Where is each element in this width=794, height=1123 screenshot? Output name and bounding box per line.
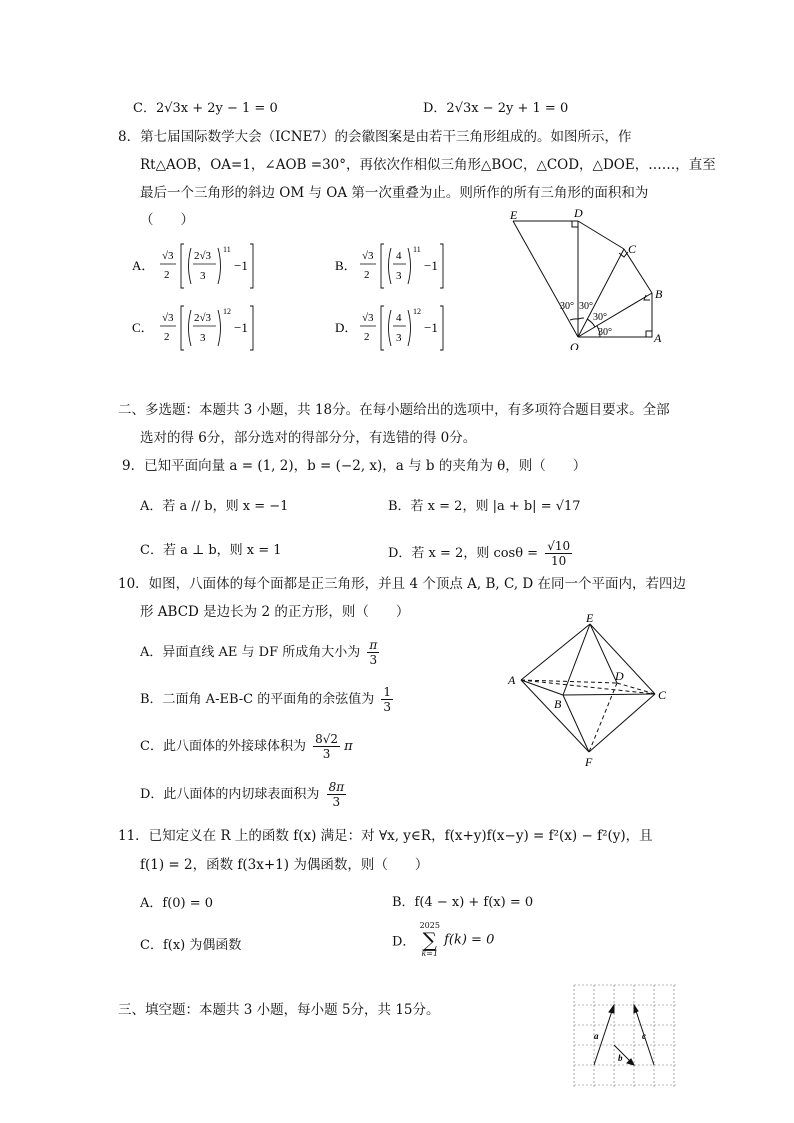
svg-text:B．: B． bbox=[335, 258, 357, 273]
q10-option-d-text: D．此八面体的内切球表面积为 bbox=[140, 787, 320, 802]
q7-option-c: C．2√3x + 2y − 1 = 0 bbox=[133, 101, 278, 116]
q10-option-d-num: 8π bbox=[328, 780, 345, 794]
svg-text:4: 4 bbox=[396, 312, 402, 324]
q10-option-d bbox=[140, 780, 346, 809]
q10-option-a-text: A．异面直线 AE 与 DF 所成角大小为 bbox=[140, 645, 361, 660]
svg-text:√3: √3 bbox=[162, 250, 174, 262]
svg-text:−1: −1 bbox=[234, 258, 248, 273]
svg-text:12: 12 bbox=[413, 307, 421, 316]
svg-text:3: 3 bbox=[396, 332, 402, 344]
q10-option-c bbox=[140, 732, 353, 761]
q11-option-d bbox=[392, 922, 494, 958]
q11-option-d-label: D． bbox=[392, 934, 416, 950]
q9-option-d-den: 10 bbox=[551, 554, 567, 568]
q8-option-d bbox=[335, 306, 443, 350]
label-d: D bbox=[615, 669, 624, 683]
label-d: D bbox=[574, 206, 583, 220]
svg-text:3: 3 bbox=[200, 332, 206, 344]
q8-stem-line3: 最后一个三角形的斜边 OM 与 OA 第一次重叠为止。则所作的所有三角形的面积和为 bbox=[140, 185, 649, 201]
section2-line1: 二、多选题：本题共 3 小题，共 18分。在每小题给出的选项中，有多项符合题目要求。全部 bbox=[118, 402, 670, 418]
svg-text:3: 3 bbox=[396, 270, 402, 282]
svg-text:D．: D． bbox=[335, 320, 358, 335]
q9-stem: 9．已知平面向量 a = (1, 2)，b = (−2, x)，a 与 b 的夹角为 θ，则（ ） bbox=[122, 458, 587, 474]
q8-stem-line2: Rt△AOB，OA=1，∠AOB =30°，再依次作相似三角形△BOC，△COD，△DOE，……，直至 bbox=[140, 157, 716, 173]
svg-text:2√3: 2√3 bbox=[194, 312, 212, 324]
q11-option-a: A．f(0) = 0 bbox=[140, 896, 214, 911]
q10-option-a-den: 3 bbox=[369, 653, 378, 667]
q11-option-d-expr: f(k) = 0 bbox=[444, 932, 495, 948]
q9-option-d-num: √10 bbox=[547, 539, 571, 553]
q9-option-b: B．若 x = 2，则 |a + b| = √17 bbox=[388, 499, 581, 514]
q9-option-a: A．若 a // b，则 x = −1 bbox=[140, 499, 289, 514]
section2-line2: 选对的得 6分，部分选对的得部分分，有选错的得 0分。 bbox=[140, 430, 477, 446]
svg-text:2: 2 bbox=[364, 269, 370, 281]
q10-option-a bbox=[140, 638, 379, 667]
q11-option-c: C．f(x) 为偶函数 bbox=[140, 938, 242, 953]
grid-vector-figure bbox=[572, 983, 680, 1091]
q11-sum-lower: k=1 bbox=[421, 949, 439, 958]
q10-option-b-num: 1 bbox=[383, 685, 392, 699]
q10-octahedron-figure bbox=[505, 610, 675, 770]
q11-sum-upper: 2025 bbox=[419, 921, 440, 930]
q8-paren: （ ） bbox=[140, 212, 194, 228]
q10-stem-line1: 10．如图，八面体的每个面都是正三角形，并且 4 个顶点 A, B, C, D 在同一个平面内，若四边 bbox=[118, 576, 687, 592]
q10-option-c-den: 3 bbox=[322, 747, 331, 761]
label-b: B bbox=[655, 287, 663, 301]
angle-label-2: 30° bbox=[593, 312, 607, 323]
q8-option-c bbox=[132, 306, 253, 350]
label-c: C bbox=[628, 242, 637, 256]
svg-text:11: 11 bbox=[413, 245, 421, 254]
q11-option-b: B．f(4 − x) + f(x) = 0 bbox=[392, 895, 534, 910]
svg-text:4: 4 bbox=[396, 250, 402, 262]
q10-stem-line2: 形 ABCD 是边长为 2 的正方形，则（ ） bbox=[140, 604, 410, 620]
angle-label-4: 30° bbox=[560, 301, 574, 312]
q10-option-b-text: B．二面角 A-EB-C 的平面角的余弦值为 bbox=[140, 692, 375, 707]
svg-text:3: 3 bbox=[200, 270, 206, 282]
q8-stem-line1: 8．第七届国际数学大会（ICNE7）的会徽图案是由若干三角形组成的。如图所示，作 bbox=[118, 129, 632, 145]
label-a: A bbox=[508, 673, 516, 687]
svg-text:2: 2 bbox=[364, 331, 370, 343]
q9-option-d-text: D．若 x = 2，则 cosθ = bbox=[388, 546, 539, 561]
svg-text:2: 2 bbox=[164, 269, 170, 281]
q11-sum-sigma: ∑ bbox=[422, 928, 437, 952]
q11-stem-line1: 11．已知定义在 R 上的函数 f(x) 满足：对 ∀x, y∈R，f(x+y)f(x−y) = f²(x) − f²(y)，且 bbox=[118, 828, 653, 844]
svg-text:−1: −1 bbox=[234, 320, 248, 335]
q10-option-b-den: 3 bbox=[383, 700, 392, 714]
label-e: E bbox=[586, 611, 594, 625]
q10-option-b bbox=[140, 685, 393, 714]
svg-text:−1: −1 bbox=[424, 320, 438, 335]
vector-label-a: a bbox=[594, 1031, 599, 1041]
vector-label-b: b bbox=[618, 1053, 623, 1063]
svg-text:C．: C． bbox=[132, 320, 154, 335]
q10-option-d-den: 3 bbox=[332, 795, 341, 809]
svg-text:2√3: 2√3 bbox=[194, 250, 212, 262]
q8-option-b bbox=[335, 244, 443, 288]
svg-text:√3: √3 bbox=[362, 312, 374, 324]
svg-text:2: 2 bbox=[164, 331, 170, 343]
angle-label-1: 30° bbox=[598, 327, 612, 338]
svg-text:12: 12 bbox=[223, 307, 231, 316]
svg-text:√3: √3 bbox=[162, 312, 174, 324]
q9-option-c: C．若 a ⊥ b，则 x = 1 bbox=[140, 543, 282, 558]
angle-label-3: 30° bbox=[579, 301, 593, 312]
svg-text:11: 11 bbox=[223, 245, 231, 254]
label-a: A bbox=[654, 331, 662, 345]
section3-line1: 三、填空题：本题共 3 小题，每小题 5分，共 15分。 bbox=[118, 1002, 440, 1018]
label-o: O bbox=[570, 340, 579, 350]
q9-option-d bbox=[388, 539, 572, 568]
q8-triangle-figure bbox=[500, 205, 680, 350]
q11-stem-line2: f(1) = 2，函数 f(3x+1) 为偶函数，则（ ） bbox=[140, 857, 429, 873]
q8-option-a bbox=[132, 244, 253, 288]
label-e: E bbox=[510, 208, 518, 222]
q10-option-c-text: C．此八面体的外接球体积为 bbox=[140, 739, 306, 754]
label-c: C bbox=[658, 688, 667, 702]
q10-option-c-num: 8√2 bbox=[315, 732, 339, 746]
label-b: B bbox=[554, 697, 562, 711]
vector-label-c: c bbox=[642, 1031, 646, 1041]
q8-options bbox=[130, 232, 460, 357]
q7-option-d: D．2√3x − 2y + 1 = 0 bbox=[423, 101, 569, 116]
svg-text:A．: A． bbox=[132, 258, 155, 273]
q10-option-c-tail: π bbox=[344, 739, 353, 754]
q10-option-a-num: π bbox=[369, 638, 378, 652]
svg-text:−1: −1 bbox=[424, 258, 438, 273]
svg-text:√3: √3 bbox=[362, 250, 374, 262]
label-f: F bbox=[585, 755, 593, 769]
